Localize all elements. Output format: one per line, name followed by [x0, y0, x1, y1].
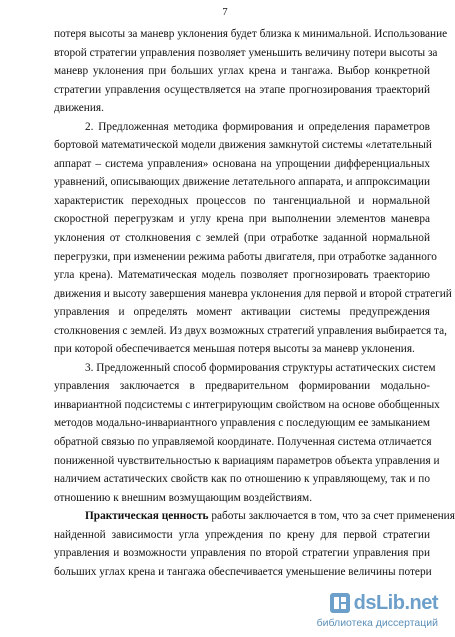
- text-line: маневр уклонения при больших углах крена и тангажа. Выбор конкретной: [54, 65, 430, 78]
- text-line: движения и высоту завершения маневра уклонения для первой и второй стратегий: [54, 287, 452, 300]
- text-line: уклонения от столкновения с землей (при отработке заданной нормальной: [54, 232, 430, 245]
- paragraph-4-start: [54, 507, 455, 526]
- text-line: работы заключается в том, что за счет применения: [211, 510, 455, 523]
- paragraph-3-start: 3. Предложенный способ формирования структуры астатических систем: [85, 361, 436, 374]
- text-line: угла крена). Математическая модель позволяет прогнозировать траекторию: [54, 269, 430, 282]
- watermark-brand: [329, 591, 438, 615]
- text-line: управления и возможности управления по второй стратегии управления при: [54, 547, 430, 560]
- text-line: обратной связью по управляемой координате. Полученная система отличается: [54, 436, 432, 449]
- text-line: потеря высоты за маневр уклонения будет близка к минимальной. Использование: [54, 28, 448, 40]
- text-line: наличием астатических свойств как по отношению к управляющему, так и по: [54, 473, 430, 486]
- text-line: стратегии управления осуществляется на этапе прогнозирования траекторий: [54, 83, 430, 96]
- text-line: бортовой математической модели движения замкнутой системы «летательный: [54, 139, 432, 152]
- text-line: управления и определять момент активации системы предупреждения: [54, 306, 430, 319]
- text-line: скоростной перегрузкам и углу крена при выполнении элементов маневра: [54, 213, 430, 226]
- text-line: инвариантной подсистемы с интегрирующим свойством на основе обобщенных: [54, 398, 440, 411]
- document-body: [54, 25, 455, 581]
- text-line: движения.: [54, 102, 104, 115]
- dslib-logo-icon: [329, 592, 351, 614]
- text-line: при которой обеспечивается меньшая потеря высоты за маневр уклонения.: [54, 343, 415, 356]
- text-line: столкновения с землей. Из двух возможных стратегий управления выбирается та,: [54, 324, 447, 337]
- practical-value-heading: Практическая ценность: [85, 510, 209, 523]
- text-line: найденной зависимости угла упреждения по крену для первой стратегии: [54, 528, 430, 541]
- text-line: больших углах крена и тангажа обеспечивается уменьшение величины потери: [54, 565, 432, 578]
- text-line: перегрузки, при изменении режима работы двигателя, при отработке заданного: [54, 250, 437, 263]
- text-line: пониженной чувствительностью к вариациям параметров объекта управления и: [54, 454, 440, 467]
- text-line: уравнений, описывающих движение летательного аппарата, и аппроксимации: [54, 176, 430, 189]
- text-line: управления заключается в предварительном формировании модально-: [54, 380, 430, 393]
- dslib-watermark: [315, 589, 440, 633]
- watermark-subtitle: библиотека диссертаций: [316, 617, 438, 629]
- text-line: второй стратегии управления позволяет уменьшить величину потери высоты за: [54, 46, 438, 59]
- text-line: отношению к внешним возмущающим воздействиям.: [54, 491, 313, 504]
- watermark-name: dsLib.net: [353, 591, 438, 614]
- text-line: методов модально-инвариантного управления с последующим ее замыканием: [54, 417, 430, 430]
- text-line: характеристик переходных процессов по тангенциальной и нормальной: [54, 194, 430, 207]
- paragraph-2-start: 2. Предложенная методика формирования и определения параметров: [85, 120, 430, 133]
- page-number: 7: [222, 7, 228, 18]
- text-line: аппарат – система управления» основана на упрощении дифференциальных: [54, 157, 430, 170]
